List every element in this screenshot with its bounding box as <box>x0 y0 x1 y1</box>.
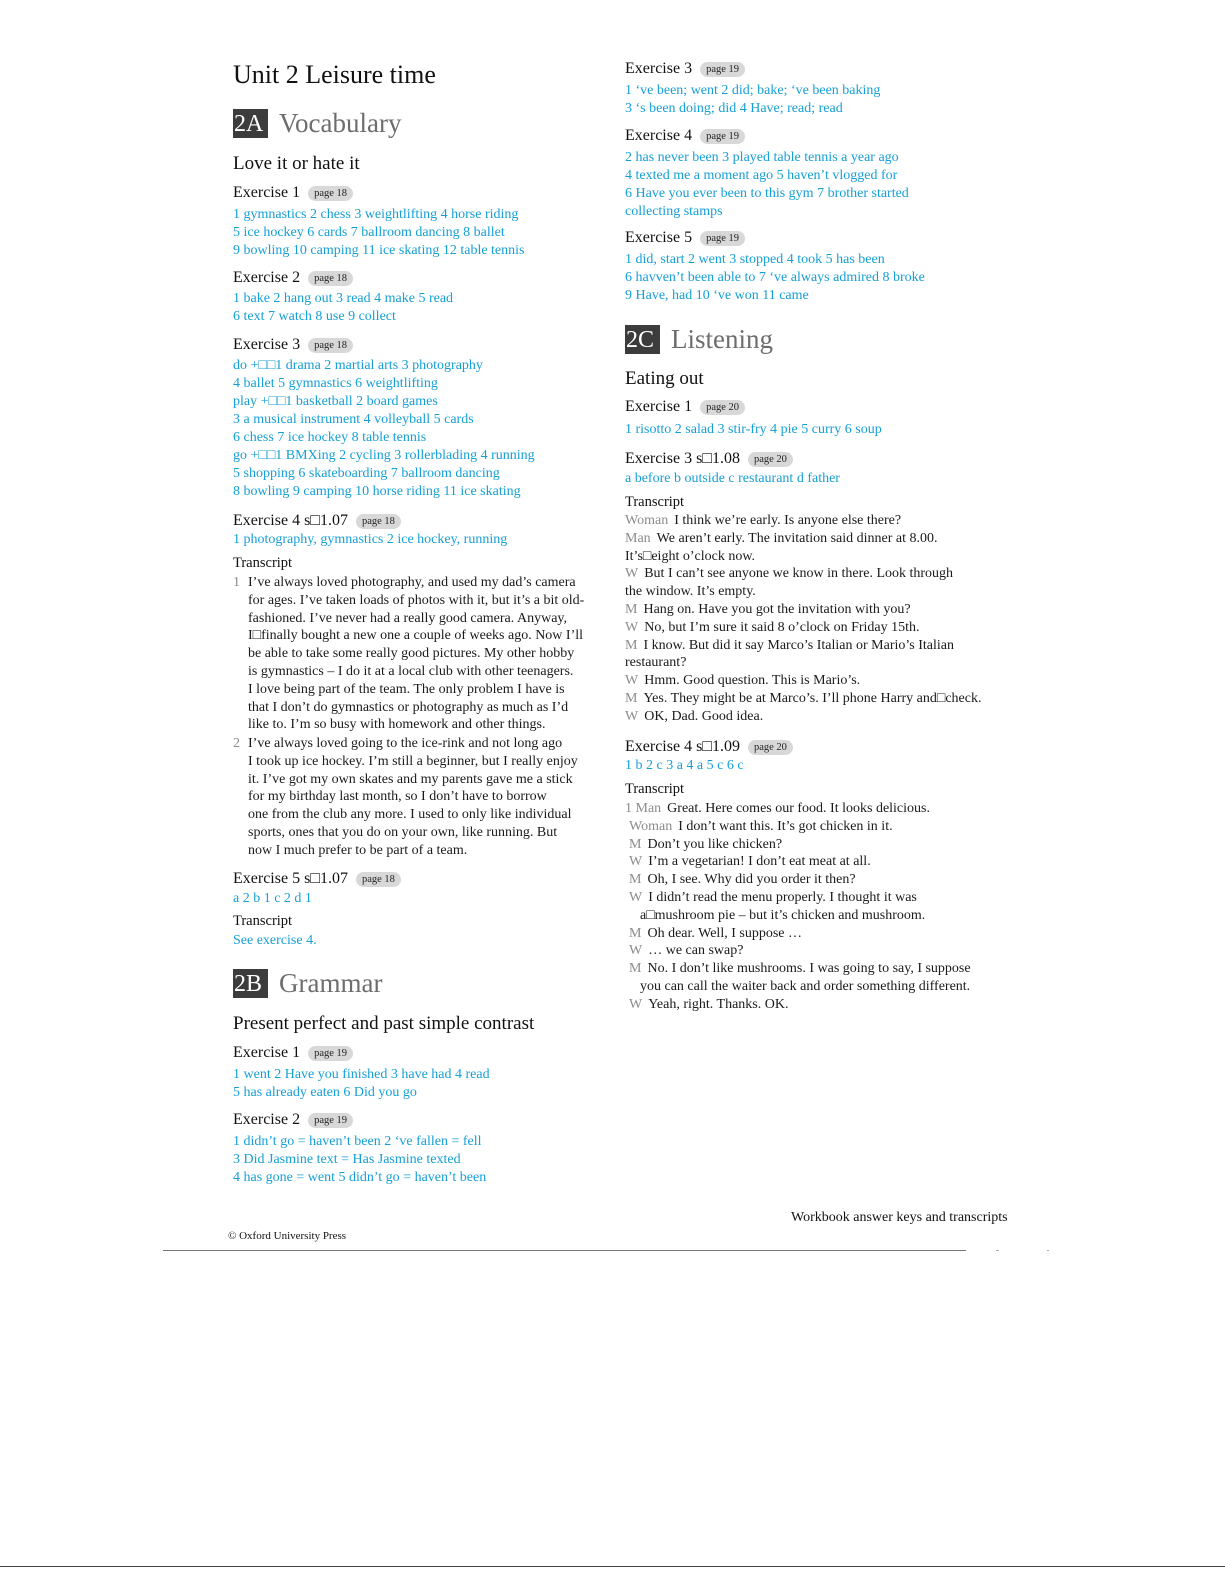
ex-2c-3-answer: a before b outside c restaurant d father <box>625 471 840 486</box>
speaker: M <box>629 925 642 941</box>
transcript-line: I didn’t read the menu properly. I thought it was <box>648 889 917 905</box>
speaker: W <box>625 673 639 689</box>
answer-line: 6 havven’t been able to 7 ‘ve always admired 8 broke <box>625 270 925 285</box>
answer-line: 5 has already eaten 6 Did you go <box>233 1085 417 1100</box>
ex-2a-3-answers <box>233 357 535 501</box>
transcript-line: Yeah, right. Thanks. OK. <box>648 996 789 1012</box>
speaker: Woman <box>625 513 669 528</box>
ex-2b-4-answers <box>625 149 909 221</box>
speaker: W <box>629 889 643 905</box>
transcript-number: 1 <box>233 575 240 590</box>
ex-2a-5-answer: a 2 b 1 c 2 d 1 <box>233 891 312 906</box>
transcript-line: I took up ice hockey. I’m still a beginner, but I really enjoy <box>248 753 578 769</box>
answer-line: 4 ballet 5 gymnastics 6 weightlifting <box>233 376 438 391</box>
exercise-title: Exercise 5 <box>233 870 301 887</box>
transcript-line: OK, Dad. Good idea. <box>644 708 764 724</box>
ex-2b-4-heading <box>625 127 745 145</box>
transcript-line: I don’t want this. It’s got chicken in it. <box>678 818 893 834</box>
transcript-line: now I much prefer to be part of a team. <box>248 842 468 858</box>
speaker: M <box>625 637 638 653</box>
answer-line: 4 has gone = went 5 didn’t go = haven’t been <box>233 1170 487 1185</box>
ex-2a-4-transcript-1 <box>233 574 584 734</box>
answer-line: 9 Have, had 10 ‘ve won 11 came <box>625 288 809 303</box>
transcript-line: that I don’t do gymnastics or photography as much as I’d <box>248 699 569 715</box>
footer-copyright: © Oxford University Press <box>228 1230 347 1242</box>
answer-line: 3 a musical instrument 4 volleyball 5 cards <box>233 412 474 427</box>
answer-line: 1 went 2 Have you finished 3 have had 4 read <box>233 1067 490 1082</box>
transcript-line: Hmm. Good question. This is Mario’s. <box>644 673 861 689</box>
transcript-label: Transcript <box>233 555 293 571</box>
transcript-line: I’m a vegetarian! I don’t eat meat at all. <box>648 854 871 870</box>
ex-2a-5-heading <box>233 870 401 888</box>
answer-line: 1 ‘ve been; went 2 did; bake; ‘ve been baking <box>625 83 881 98</box>
transcript-line: But I can’t see anyone we know in there. Look through <box>644 566 954 582</box>
audio-track: s□1.09 <box>696 738 740 755</box>
section-2a-heading <box>233 108 401 139</box>
ex-2a-5-transcript: See exercise 4. <box>233 933 317 948</box>
transcript-line: it. I’ve got my own skates and my parents gave me a stick <box>248 771 573 787</box>
answer-line: play +□□1 basketball 2 board games <box>233 394 438 409</box>
ex-2c-3-transcript <box>625 512 981 726</box>
answer-line: 6 text 7 watch 8 use 9 collect <box>233 309 396 324</box>
transcript-label: Transcript <box>625 781 685 797</box>
exercise-title: Exercise 3 <box>625 450 693 467</box>
answer-line: 2 has never been 3 played table tennis a year ago <box>625 150 899 165</box>
audio-track: s□1.07 <box>304 512 348 529</box>
speaker: W <box>629 943 643 959</box>
transcript-line: We aren’t early. The invitation said dinner at 8.00. <box>656 530 938 546</box>
ex-2b-3-answers <box>625 82 880 118</box>
footer-rule-mark <box>1047 1250 1049 1251</box>
unit-title: Unit 2 Leisure time <box>233 60 436 89</box>
page-badge: page 19 <box>700 231 745 246</box>
ex-2a-1-heading <box>233 184 353 202</box>
transcript-label: Transcript <box>625 494 685 510</box>
page-badge: page 19 <box>700 62 745 77</box>
ex-2c-1-heading <box>625 398 745 416</box>
ex-2a-4-heading <box>233 512 401 530</box>
exercise-title: Exercise 5 <box>625 229 693 246</box>
ex-2a-2-answers <box>233 290 453 326</box>
exercise-title: Exercise 2 <box>233 1111 301 1128</box>
ex-2b-3-heading <box>625 60 745 78</box>
ex-2a-1-answers <box>233 206 524 260</box>
ex-2c-4-transcript <box>625 800 971 1014</box>
audio-track: s□1.08 <box>696 450 740 467</box>
ex-2b-5-heading <box>625 229 745 247</box>
speaker: W <box>629 854 643 870</box>
answer-line: 3 Did Jasmine text = Has Jasmine texted <box>233 1152 461 1167</box>
section-2c-tag: 2C <box>625 325 660 354</box>
speaker: M <box>625 690 638 706</box>
speaker: 1 Man <box>625 801 662 816</box>
page-badge: page 18 <box>308 186 353 201</box>
footer-rule-mark <box>996 1250 999 1251</box>
answer-line: 1 bake 2 hang out 3 read 4 make 5 read <box>233 291 454 306</box>
ex-2b-1-heading <box>233 1044 353 1062</box>
ex-2c-4-heading <box>625 738 793 756</box>
exercise-title: Exercise 4 <box>625 738 693 755</box>
exercise-title: Exercise 3 <box>233 336 301 353</box>
transcript-line: for ages. I’ve taken loads of photos with it, but it’s a bit old- <box>248 592 585 608</box>
transcript-line: a□mushroom pie – but it’s chicken and mushroom. <box>640 907 926 923</box>
answer-line: 3 ‘s been doing; did 4 Have; read; read <box>625 101 843 116</box>
page-badge: page 20 <box>748 740 793 755</box>
exercise-title: Exercise 3 <box>625 60 693 77</box>
footer-rule <box>163 1250 966 1251</box>
speaker: Woman <box>629 818 673 834</box>
transcript-line: Don’t you like chicken? <box>647 836 783 852</box>
answer-line: 5 shopping 6 skateboarding 7 ballroom dancing <box>233 466 500 481</box>
transcript-line: you can call the waiter back and order something different. <box>640 978 971 994</box>
answer-line: 4 texted me a moment ago 5 haven’t vlogged for <box>625 168 898 183</box>
answer-line: 9 bowling 10 camping 11 ice skating 12 table tennis <box>233 243 525 258</box>
ex-2b-2-heading <box>233 1111 353 1129</box>
audio-track: s□1.07 <box>304 870 348 887</box>
transcript-line: No, but I’m sure it said 8 o’clock on Friday 15th. <box>644 619 920 635</box>
exercise-title: Exercise 1 <box>233 184 301 201</box>
page-badge: page 19 <box>308 1046 353 1061</box>
exercise-title: Exercise 1 <box>625 398 693 415</box>
page-badge: page 19 <box>700 129 745 144</box>
page-badge: page 18 <box>356 872 401 887</box>
ex-2a-2-heading <box>233 269 353 287</box>
ex-2b-2-answers <box>233 1133 486 1187</box>
transcript-line: sports, ones that you do on your own, like running. But <box>248 824 558 840</box>
page-badge: page 18 <box>356 514 401 529</box>
transcript-line: I□finally bought a new one a couple of weeks ago. Now I’ll <box>248 628 584 644</box>
transcript-line: … we can swap? <box>648 943 744 959</box>
answer-line: 1 gymnastics 2 chess 3 weightlifting 4 horse riding <box>233 207 519 222</box>
speaker: W <box>629 996 643 1012</box>
ex-2a-4-answer: 1 photography, gymnastics 2 ice hockey, running <box>233 532 508 547</box>
section-2b-subtitle: Present perfect and past simple contrast <box>233 1013 535 1034</box>
transcript-line: Great. Here comes our food. It looks delicious. <box>667 801 930 816</box>
ex-2c-3-heading <box>625 450 793 468</box>
ex-2c-4-answer: 1 b 2 c 3 a 4 a 5 c 6 c <box>625 758 744 773</box>
transcript-line: is gymnastics – I do it at a local club with other teenagers. <box>248 663 574 679</box>
answer-line: 6 chess 7 ice hockey 8 table tennis <box>233 430 427 445</box>
speaker: W <box>625 619 639 635</box>
transcript-line: I’ve always loved photography, and used my dad’s camera <box>248 575 576 590</box>
page-badge: page 18 <box>308 271 353 286</box>
section-2b-tag: 2B <box>233 969 268 998</box>
exercise-title: Exercise 2 <box>233 269 301 286</box>
ex-2b-1-answers <box>233 1066 490 1102</box>
ex-2a-4-transcript-2 <box>233 735 578 860</box>
section-2c-title: Listening <box>671 324 773 354</box>
ex-2a-3-heading <box>233 336 353 354</box>
transcript-line: I love being part of the team. The only problem I have is <box>248 681 565 697</box>
footer-title: Workbook answer keys and transcripts <box>791 1210 1008 1225</box>
speaker: M <box>629 836 642 852</box>
exercise-title: Exercise 4 <box>233 512 301 529</box>
speaker: M <box>629 872 642 888</box>
section-2a-tag: 2A <box>233 109 268 138</box>
page-badge: page 20 <box>700 400 745 415</box>
answer-line: 5 ice hockey 6 cards 7 ballroom dancing 8 ballet <box>233 225 505 240</box>
exercise-title: Exercise 1 <box>233 1044 301 1061</box>
transcript-line: Oh dear. Well, I suppose … <box>647 925 802 941</box>
transcript-line: I’ve always loved going to the ice-rink and not long ago <box>248 736 563 751</box>
speaker: W <box>625 566 639 582</box>
transcript-line: Yes. They might be at Marco’s. I’ll phone Harry and□check. <box>643 690 982 706</box>
transcript-line: fashioned. I’ve never had a really good camera. Anyway, <box>248 610 568 626</box>
section-2a-title: Vocabulary <box>279 108 402 138</box>
transcript-line: restaurant? <box>625 655 687 671</box>
speaker: W <box>625 708 639 724</box>
section-2b-title: Grammar <box>279 968 383 998</box>
transcript-line: I know. But did it say Marco’s Italian or Mario’s Italian <box>643 637 954 653</box>
transcript-line: It’s□eight o’clock now. <box>625 548 756 564</box>
page-badge: page 20 <box>748 452 793 467</box>
transcript-line: Oh, I see. Why did you order it then? <box>647 872 856 888</box>
transcript-line: Hang on. Have you got the invitation with you? <box>643 601 911 617</box>
transcript-line: I think we’re early. Is anyone else there? <box>674 513 902 528</box>
section-2c-heading <box>625 324 773 355</box>
answer-line: 8 bowling 9 camping 10 horse riding 11 ice skating <box>233 484 521 499</box>
transcript-line: for my birthday last month, so I don’t have to borrow <box>248 789 547 805</box>
transcript-line: like to. I’m so busy with homework and other things. <box>248 717 546 733</box>
transcript-line: the window. It’s empty. <box>625 584 756 600</box>
exercise-title: Exercise 4 <box>625 127 693 144</box>
answer-line: go +□□1 BMXing 2 cycling 3 rollerblading 4 running <box>233 448 535 463</box>
page-badge: page 18 <box>308 338 353 353</box>
section-2a-subtitle: Love it or hate it <box>233 153 360 174</box>
transcript-number: 2 <box>233 736 240 751</box>
answer-line: collecting stamps <box>625 204 723 219</box>
ex-2b-5-answers <box>625 251 925 305</box>
speaker: M <box>625 601 638 617</box>
section-2b-heading <box>233 968 382 999</box>
speaker: M <box>629 961 642 977</box>
transcript-label: Transcript <box>233 913 293 929</box>
transcript-line: one from the club any more. I used to only like individual <box>248 807 572 823</box>
answer-line: 6 Have you ever been to this gym 7 brother started <box>625 186 909 201</box>
answer-line: do +□□1 drama 2 martial arts 3 photography <box>233 358 483 373</box>
transcript-line: No. I don’t like mushrooms. I was going to say, I suppose <box>647 961 971 977</box>
answer-line: 1 didn’t go = haven’t been 2 ‘ve fallen = fell <box>233 1134 482 1149</box>
page-badge: page 19 <box>308 1113 353 1128</box>
answer-line: 1 did, start 2 went 3 stopped 4 took 5 has been <box>625 252 885 267</box>
speaker: Man <box>625 530 651 546</box>
page-bottom-rule <box>0 1566 1225 1567</box>
ex-2c-1-answer: 1 risotto 2 salad 3 stir-fry 4 pie 5 curry 6 soup <box>625 422 882 437</box>
section-2c-subtitle: Eating out <box>625 368 704 389</box>
transcript-line: be able to take some really good pictures. My other hobby <box>248 646 575 662</box>
